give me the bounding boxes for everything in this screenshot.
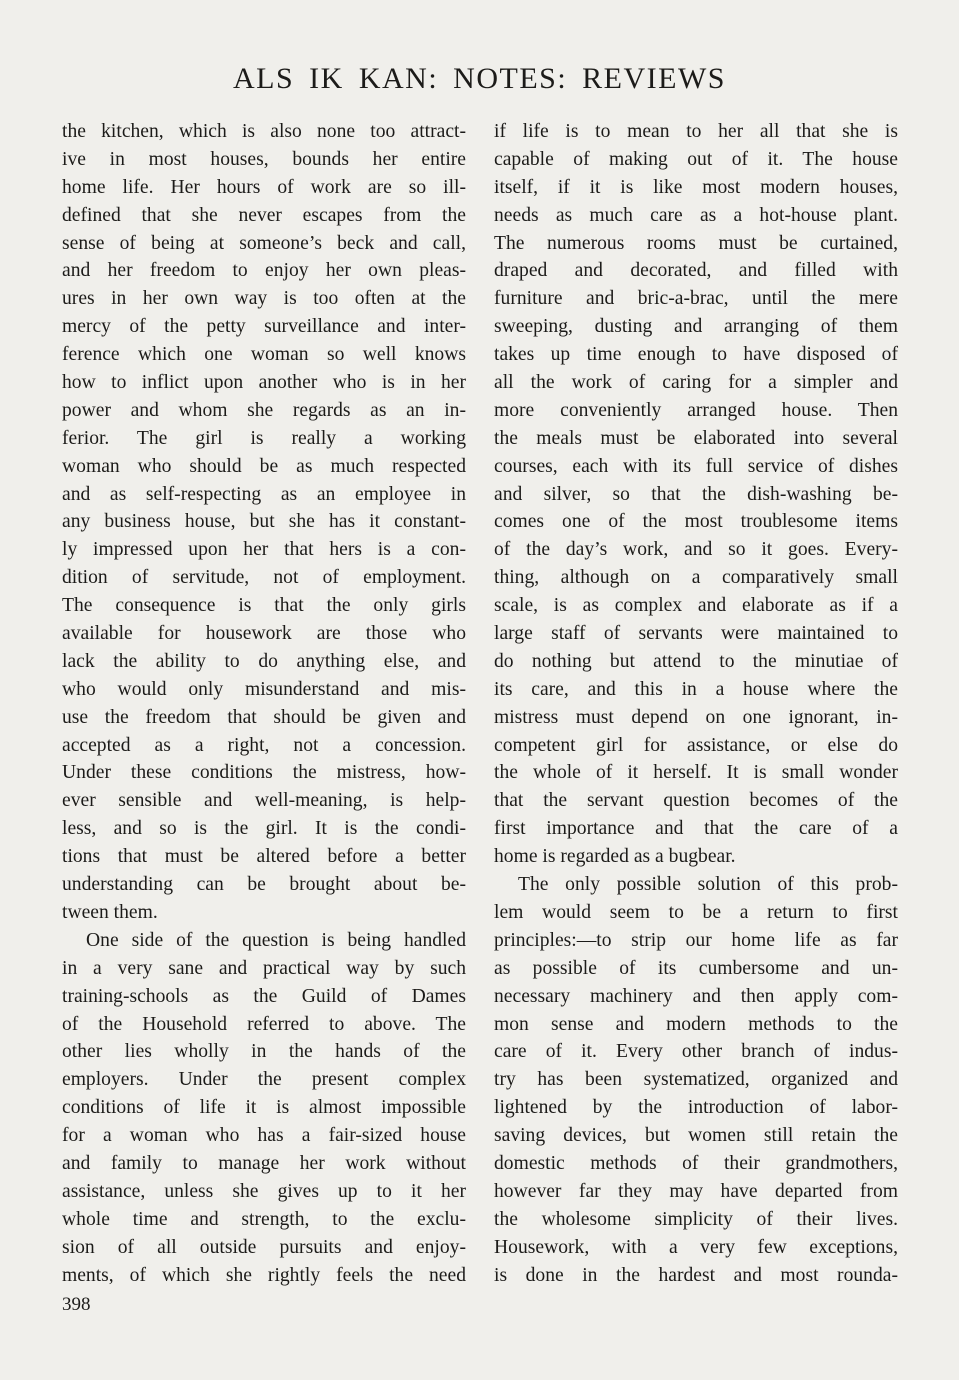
text-line: The numerous rooms must be curtained,	[494, 232, 898, 254]
text-line: home life. Her hours of work are so ill-	[62, 176, 466, 198]
text-line: mon sense and modern methods to the	[494, 1013, 898, 1035]
text-line: capable of making out of it. The house	[494, 148, 898, 170]
text-line: first importance and that the care of a	[494, 818, 898, 840]
text-line: training-schools as the Guild of Dames	[62, 985, 466, 1007]
text-line: conditions of life it is almost impossible	[62, 1097, 466, 1119]
text-line: of the Household referred to above. The	[62, 1013, 466, 1035]
text-line: more conveniently arranged house. Then	[494, 399, 898, 421]
text-line: ive in most houses, bounds her entire	[62, 148, 466, 170]
text-line: sion of all outside pursuits and enjoy-	[62, 1236, 466, 1258]
text-line: Housework, with a very few exceptions,	[494, 1236, 898, 1258]
page-title: ALS IK KAN: NOTES: REVIEWS	[233, 62, 726, 95]
text-line: as possible of its cumbersome and un-	[494, 957, 898, 979]
text-line: Under these conditions the mistress, how-	[62, 762, 466, 784]
text-line: all the work of caring for a simpler and	[494, 372, 898, 394]
text-line: for a woman who has a fair-sized house	[62, 1125, 466, 1147]
text-line: however far they may have departed from	[494, 1180, 898, 1202]
text-line: other lies wholly in the hands of the	[62, 1041, 466, 1063]
text-line: domestic methods of their grandmothers,	[494, 1152, 898, 1174]
text-line: employers. Under the present complex	[62, 1069, 466, 1091]
text-line: of the day’s work, and so it goes. Every-	[494, 539, 898, 561]
text-line: ference which one woman so well knows	[62, 344, 466, 366]
text-line: principles:—to strip our home life as far	[494, 929, 898, 951]
text-line: takes up time enough to have disposed of	[494, 344, 898, 366]
text-line: and her freedom to enjoy her own pleas-	[62, 260, 466, 282]
text-line: comes one of the most troublesome items	[494, 511, 898, 533]
text-line: its care, and this in a house where the	[494, 678, 898, 700]
page-number: 398	[62, 1294, 91, 1315]
text-line: mistress must depend on one ignorant, in-	[494, 706, 898, 728]
text-line: competent girl for assistance, or else do	[494, 734, 898, 756]
text-line: courses, each with its full service of dishes	[494, 455, 898, 477]
text-line: large staff of servants were maintained to	[494, 623, 898, 645]
text-line: accepted as a right, not a concession.	[62, 734, 466, 756]
text-line: sweeping, dusting and arranging of them	[494, 316, 898, 338]
text-line: is done in the hardest and most rounda-	[494, 1264, 898, 1286]
text-line: woman who should be as much respected	[62, 455, 466, 477]
text-line: dition of servitude, not of employment.	[62, 567, 466, 589]
text-line: sense of being at someone’s beck and call,	[62, 232, 466, 254]
text-line: draped and decorated, and filled with	[494, 260, 898, 282]
text-line: tions that must be altered before a better	[62, 846, 466, 868]
text-line: and as self-respecting as an employee in	[62, 483, 466, 505]
text-line: how to inflict upon another who is in her	[62, 372, 466, 394]
text-line: use the freedom that should be given and	[62, 706, 466, 728]
text-line: less, and so is the girl. It is the condi-	[62, 818, 466, 840]
text-line: understanding can be brought about be-	[62, 874, 466, 896]
text-line: The consequence is that the only girls	[62, 595, 466, 617]
text-line: ferior. The girl is really a working	[62, 427, 466, 449]
text-line: The only possible solution of this prob-	[518, 874, 898, 896]
text-line: ly impressed upon her that hers is a con-	[62, 539, 466, 561]
text-line: tween them.	[62, 901, 158, 923]
text-line: in a very sane and practical way by such	[62, 957, 466, 979]
text-line: lem would seem to be a return to first	[494, 901, 898, 923]
text-line: power and whom she regards as an in-	[62, 399, 466, 421]
text-line: and family to manage her work without	[62, 1152, 466, 1174]
text-line: the kitchen, which is also none too attract-	[62, 121, 466, 142]
text-line: saving devices, but women still retain the	[494, 1125, 898, 1147]
text-line: furniture and bric-a-brac, until the mere	[494, 288, 898, 310]
text-line: the wholesome simplicity of their lives.	[494, 1208, 898, 1230]
text-line: mercy of the petty surveillance and inter-	[62, 316, 466, 338]
text-line: defined that she never escapes from the	[62, 204, 466, 226]
text-line: itself, if it is like most modern houses,	[494, 176, 898, 198]
text-line: that the servant question becomes of the	[494, 790, 898, 812]
text-line: if life is to mean to her all that she is	[494, 121, 898, 142]
text-line: ever sensible and well-meaning, is help-	[62, 790, 466, 812]
text-line: do nothing but attend to the minutiae of	[494, 650, 898, 672]
text-line: whole time and strength, to the exclu-	[62, 1208, 466, 1230]
text-line: the meals must be elaborated into several	[494, 427, 898, 449]
text-line: try has been systematized, organized and	[494, 1069, 898, 1091]
text-line: ures in her own way is too often at the	[62, 288, 466, 310]
left-column	[62, 118, 466, 1289]
text-line: home is regarded as a bugbear.	[494, 846, 736, 868]
text-line: available for housework are those who	[62, 623, 466, 645]
text-line: thing, although on a comparatively small	[494, 567, 898, 589]
text-line: care of it. Every other branch of indus-	[494, 1041, 898, 1063]
text-line: lightened by the introduction of labor-	[494, 1097, 898, 1119]
text-line: any business house, but she has it constant-	[62, 511, 466, 533]
text-line: necessary machinery and then apply com-	[494, 985, 898, 1007]
text-line: One side of the question is being handled	[86, 929, 466, 951]
text-line: the whole of it herself. It is small wonder	[494, 762, 898, 784]
text-line: assistance, unless she gives up to it her	[62, 1180, 466, 1202]
text-line: lack the ability to do anything else, and	[62, 650, 466, 672]
text-line: and silver, so that the dish-washing be-	[494, 483, 898, 505]
text-line: needs as much care as a hot-house plant.	[494, 204, 898, 226]
text-line: who would only misunderstand and mis-	[62, 678, 466, 700]
text-line: scale, is as complex and elaborate as if a	[494, 595, 898, 617]
text-line: ments, of which she rightly feels the need	[62, 1264, 466, 1286]
right-column	[494, 118, 898, 1289]
